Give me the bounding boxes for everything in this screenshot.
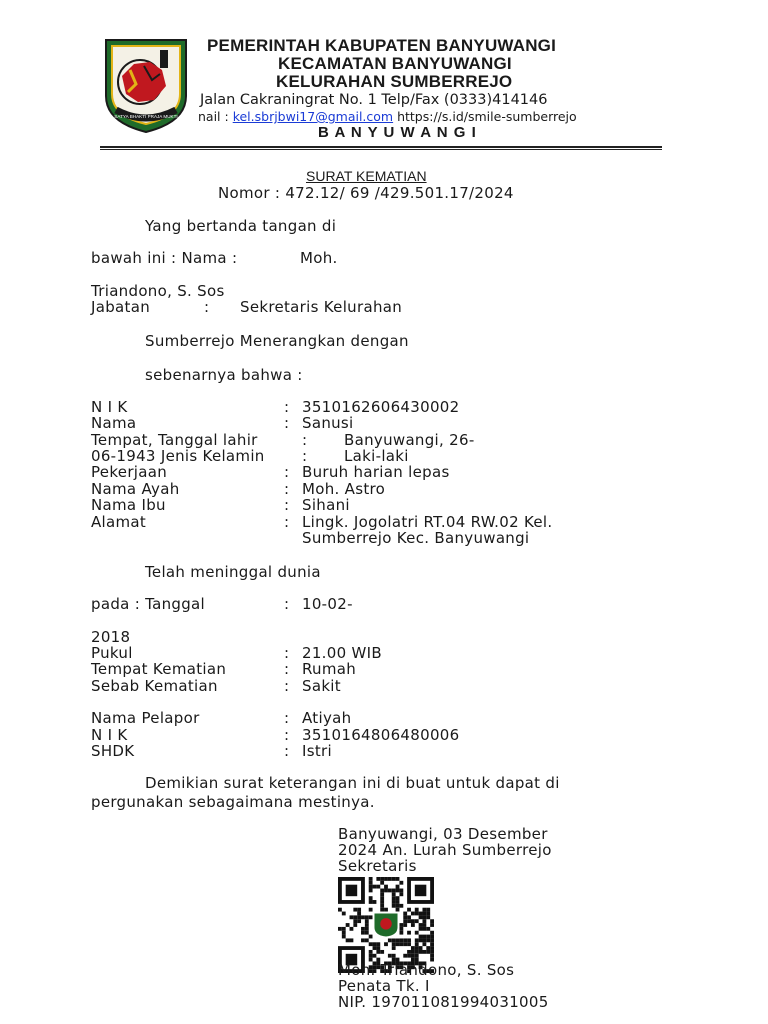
- closing-line-1: Demikian surat keterangan ini di buat untuk dapat di: [145, 774, 560, 792]
- field-colon: :: [284, 513, 290, 531]
- field-label: Tempat, Tanggal lahir: [91, 431, 258, 449]
- kop-city: B A N Y U W A N G I: [318, 124, 477, 141]
- field-value-pukul: 21.00 WIB: [302, 644, 382, 662]
- sign-rank: Penata Tk. I: [338, 977, 430, 995]
- sign-nip: NIP. 197011081994031005: [338, 993, 549, 1011]
- field-colon: :: [284, 414, 290, 432]
- field-value-alamat-1: Lingk. Jogolatri RT.04 RW.02 Kel.: [302, 513, 553, 531]
- intro-name-label: bawah ini : Nama :: [91, 249, 238, 267]
- field-value-pelapor-nik: 3510164806480006: [302, 726, 460, 744]
- field-colon: :: [284, 726, 290, 744]
- field-value-ayah: Moh. Astro: [302, 480, 386, 498]
- field-colon: :: [284, 677, 290, 695]
- field-colon: :: [284, 496, 290, 514]
- field-colon: :: [284, 742, 290, 760]
- field-label: Nama: [91, 414, 137, 432]
- intro-line-1: Yang bertanda tangan di: [145, 217, 337, 235]
- website-text: https://s.id/smile-sumberrejo: [393, 109, 577, 124]
- jabatan-label: Jabatan: [91, 298, 151, 316]
- field-value-pelapor: Atiyah: [302, 709, 352, 727]
- sign-on-behalf: 2024 An. Lurah Sumberrejo: [338, 841, 552, 859]
- signature-qr-code: [338, 877, 434, 973]
- kop-line-2: KECAMATAN BANYUWANGI: [278, 54, 512, 73]
- field-colon: :: [284, 660, 290, 678]
- field-value-ibu: Sihani: [302, 496, 350, 514]
- kabupaten-logo: [100, 36, 192, 134]
- doc-title: SURAT KEMATIAN: [306, 168, 427, 184]
- field-label: Pukul: [91, 644, 133, 662]
- email-label: nail :: [198, 109, 233, 124]
- field-colon: :: [284, 480, 290, 498]
- kop-line-1: PEMERINTAH KABUPATEN BANYUWANGI: [207, 36, 557, 55]
- intro-name-value: Moh.: [300, 249, 338, 267]
- intro-name-cont: Triandono, S. Sos: [91, 282, 225, 300]
- field-value-shdk: Istri: [302, 742, 332, 760]
- field-colon: :: [302, 447, 308, 465]
- field-label: 06-1943 Jenis Kelamin: [91, 447, 265, 465]
- field-label: Sebab Kematian: [91, 677, 218, 695]
- sign-name: Moh. Triandono, S. Sos: [338, 961, 515, 979]
- field-label: N I K: [91, 726, 128, 744]
- field-colon: :: [284, 644, 290, 662]
- field-value-tempat: Rumah: [302, 660, 357, 678]
- field-colon: :: [284, 463, 290, 481]
- field-value-pekerjaan: Buruh harian lepas: [302, 463, 450, 481]
- field-colon: :: [284, 398, 290, 416]
- field-colon: :: [284, 709, 290, 727]
- jabatan-colon: :: [204, 298, 210, 316]
- logo-motto: SATYA BHAKTI PRAJA MUKTI: [114, 114, 178, 119]
- field-label: pada : Tanggal: [91, 595, 205, 613]
- field-colon: :: [284, 595, 290, 613]
- field-label: Nama Pelapor: [91, 709, 200, 727]
- field-value-nama: Sanusi: [302, 414, 354, 432]
- email-link[interactable]: kel.sbrjbwi17@gmail.com: [232, 109, 394, 124]
- field-label: N I K: [91, 398, 128, 416]
- field-label: SHDK: [91, 742, 135, 760]
- kop-rule-thick: [100, 146, 662, 148]
- kop-line-3: KELURAHAN SUMBERREJO: [276, 72, 513, 91]
- sign-role: Sekretaris: [338, 857, 417, 875]
- kop-contact: [198, 109, 577, 124]
- intro-line-6: sebenarnya bahwa :: [145, 366, 303, 384]
- closing-line-2: pergunakan sebagaimana mestinya.: [91, 793, 375, 811]
- field-value-jk: Laki-laki: [344, 447, 409, 465]
- kop-rule-thin: [100, 149, 662, 150]
- field-value-sebab: Sakit: [302, 677, 341, 695]
- field-value-nik: 3510162606430002: [302, 398, 460, 416]
- field-value-alamat-2: Sumberrejo Kec. Banyuwangi: [302, 529, 530, 547]
- doc-number: Nomor : 472.12/ 69 /429.501.17/2024: [218, 184, 514, 202]
- intro-line-5: Sumberrejo Menerangkan dengan: [145, 332, 409, 350]
- field-colon: :: [302, 431, 308, 449]
- field-value-year: 2018: [91, 628, 131, 646]
- field-label: Pekerjaan: [91, 463, 168, 481]
- field-value-ttl: Banyuwangi, 26-: [344, 431, 475, 449]
- field-label: Nama Ayah: [91, 480, 180, 498]
- jabatan-value: Sekretaris Kelurahan: [240, 298, 403, 316]
- field-value-tanggal: 10-02-: [302, 595, 353, 613]
- field-label: Tempat Kematian: [91, 660, 227, 678]
- field-label: Nama Ibu: [91, 496, 166, 514]
- kop-address: Jalan Cakraningrat No. 1 Telp/Fax (0333)414146: [200, 92, 548, 108]
- field-label: Alamat: [91, 513, 147, 531]
- sign-place-date: Banyuwangi, 03 Desember: [338, 825, 548, 843]
- death-intro: Telah meninggal dunia: [145, 563, 321, 581]
